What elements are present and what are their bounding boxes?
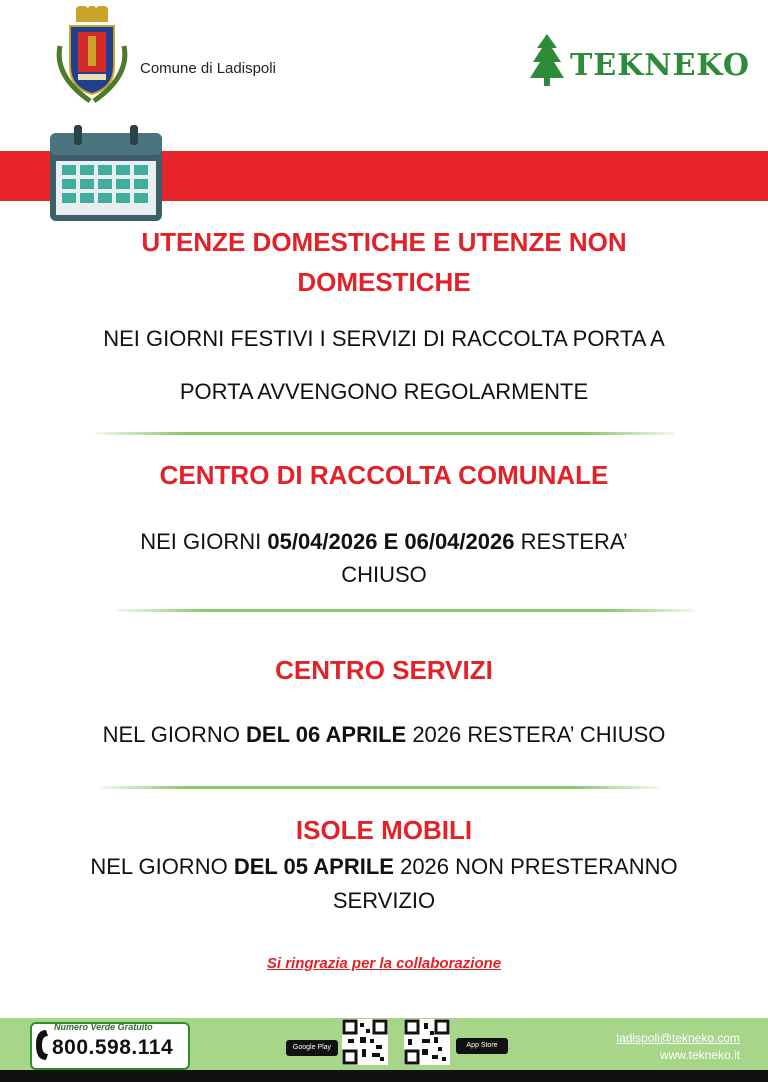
section-text-centro-raccolta-line2: CHIUSO xyxy=(341,562,427,587)
section-text-centro-raccolta-line1: NEI GIORNI 05/04/2026 E 06/04/2026 RESTERA’ xyxy=(140,529,628,554)
section-text-centro-servizi: NEL GIORNO DEL 06 APRILE 2026 RESTERA’ CHIUSO xyxy=(102,722,666,747)
section-title-utenze-line1: UTENZE DOMESTICHE E UTENZE NON xyxy=(141,227,627,257)
calendar-icon xyxy=(50,125,162,226)
section-title-isole-mobili: ISOLE MOBILI xyxy=(295,815,473,845)
phone-label: Numero Verde Gratuito xyxy=(54,1022,153,1032)
contact-email[interactable]: ladispoli@tekneko.com xyxy=(616,1031,740,1045)
phone-icon xyxy=(34,1028,50,1067)
section-text-utenze-line2: PORTA AVVENGONO REGOLARMENTE xyxy=(179,379,589,404)
contact-website[interactable]: www.tekneko.it xyxy=(659,1048,740,1062)
municipality-crest xyxy=(52,6,132,115)
section-title-utenze-line2: DOMESTICHE xyxy=(297,267,471,297)
phone-number[interactable]: 800.598.114 xyxy=(52,1036,174,1059)
section-text-isole-mobili-line2: SERVIZIO xyxy=(332,888,436,913)
qr-code-icon xyxy=(404,1019,450,1065)
thanks-message: Si ringrazia per la collaborazione xyxy=(266,955,502,972)
divider xyxy=(95,432,675,435)
qr-code-icon xyxy=(342,1019,388,1065)
section-text-isole-mobili-line1: NEL GIORNO DEL 05 APRILE 2026 NON PRESTERANNO xyxy=(90,854,678,879)
google-play-badge[interactable]: Google Play xyxy=(286,1040,338,1056)
tree-logo-icon xyxy=(530,34,564,91)
section-title-centro-servizi: CENTRO SERVIZI xyxy=(275,655,493,685)
divider xyxy=(115,609,695,612)
app-store-badge[interactable]: App Store xyxy=(456,1038,508,1054)
divider xyxy=(100,786,660,789)
footer-bottom-strip xyxy=(0,1070,768,1082)
brand-logo-text: TEKNEKO xyxy=(570,48,750,83)
municipality-name: Comune di Ladispoli xyxy=(140,60,276,77)
section-text-utenze-line1: NEI GIORNI FESTIVI I SERVIZI DI RACCOLTA PORTA A xyxy=(103,326,665,351)
section-title-centro-raccolta: CENTRO DI RACCOLTA COMUNALE xyxy=(159,460,609,490)
